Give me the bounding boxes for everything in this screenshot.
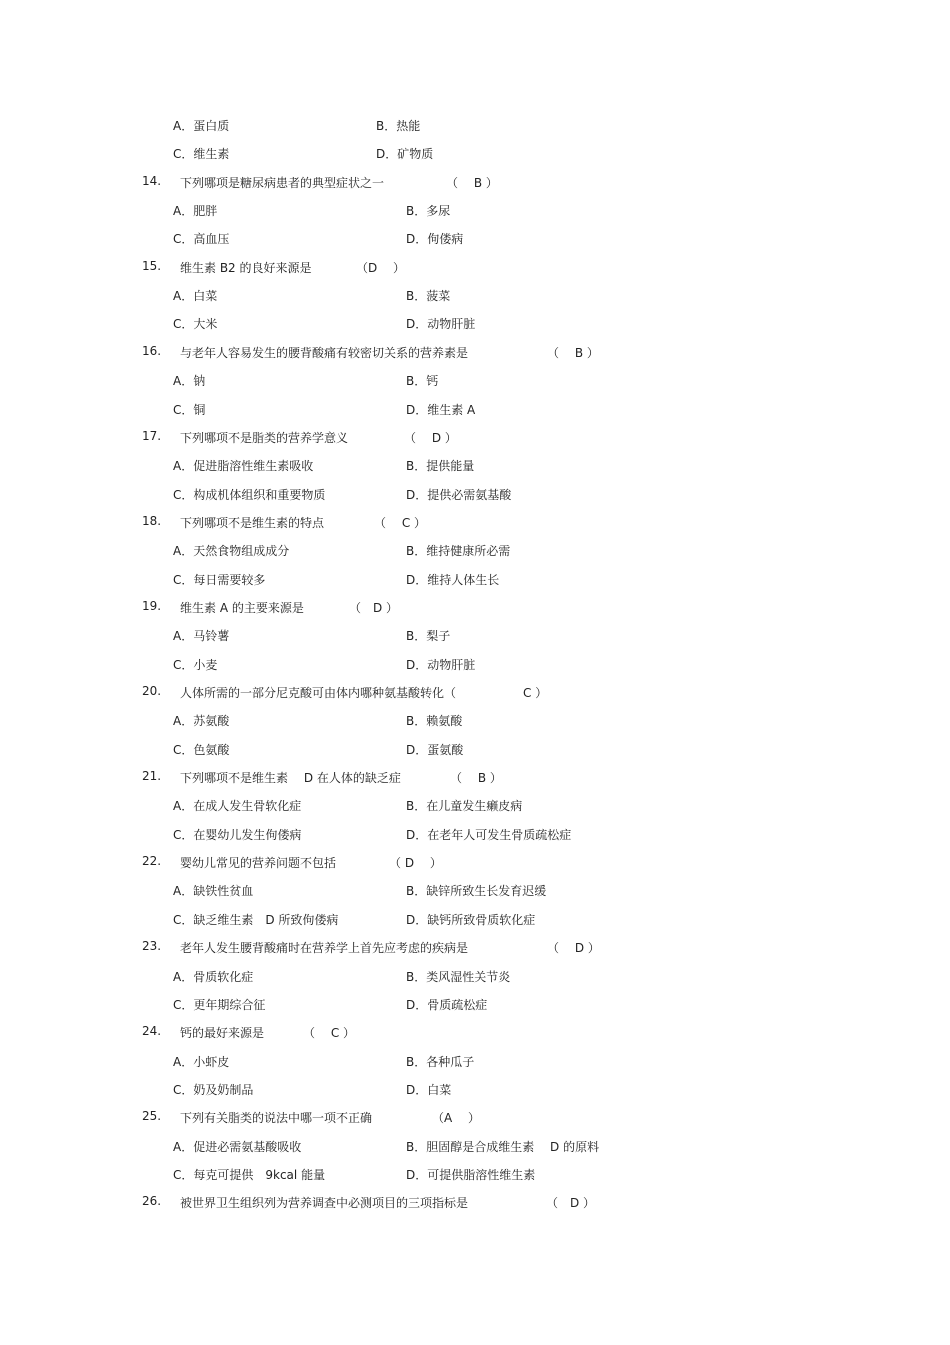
option-right: D．蛋氨酸: [406, 742, 464, 757]
option-left: A．肥胖: [173, 204, 218, 219]
answer-marker: （ D ）: [349, 600, 399, 615]
option-left: A．苏氨酸: [173, 714, 230, 729]
option-right: D．可提供脂溶性维生素: [406, 1167, 536, 1182]
option-left: C．每克可提供 9kcal 能量: [173, 1167, 326, 1182]
question-number: 25.: [142, 1109, 162, 1124]
option-right: D．提供必需氨基酸: [406, 487, 512, 502]
option-right: D．矿物质: [376, 147, 434, 162]
option-left: A．天然食物组成成分: [173, 544, 290, 559]
answer-marker: （ C ）: [374, 515, 427, 530]
question-text: 钙的最好来源是: [180, 1026, 265, 1041]
option-left: C．奶及奶制品: [173, 1082, 254, 1097]
option-right: B．钙: [406, 374, 439, 389]
option-right: D．动物肝脏: [406, 317, 476, 332]
option-left: C．高血压: [173, 232, 230, 247]
option-right: B．多尿: [406, 204, 451, 219]
question-text: 下列哪项不是维生素的特点: [180, 515, 325, 530]
option-right: B．缺锌所致生长发育迟缓: [406, 884, 547, 899]
question-number: 23.: [142, 939, 162, 954]
question-number: 14.: [142, 173, 162, 188]
option-right: B．提供能量: [406, 459, 475, 474]
option-left: C．维生素: [173, 147, 230, 162]
option-left: C．构成机体组织和重要物质: [173, 487, 326, 502]
answer-marker: （ D ）: [546, 1196, 596, 1211]
answer-marker: （ C ）: [303, 1026, 356, 1041]
option-left: C．缺乏维生素 D 所致佝偻病: [173, 912, 339, 927]
option-left: A．缺铁性贫血: [173, 884, 254, 899]
answer-marker: （ D ）: [389, 856, 442, 871]
question-text: 下列哪项不是脂类的营养学意义: [180, 430, 349, 445]
option-left: A．在成人发生骨软化症: [173, 799, 302, 814]
question-number: 15.: [142, 258, 162, 273]
option-right: D．白菜: [406, 1082, 452, 1097]
question-number: 17.: [142, 428, 162, 443]
answer-marker: （D ）: [356, 260, 406, 275]
option-right: D．在老年人可发生骨质疏松症: [406, 827, 572, 842]
question-number: 21.: [142, 769, 162, 784]
question-number: 19.: [142, 598, 162, 613]
question-text: 下列哪项是糖尿病患者的典型症状之一: [180, 175, 385, 190]
option-right: D．骨质疏松症: [406, 997, 488, 1012]
option-right: D．维持人体生长: [406, 572, 500, 587]
option-left: A．蛋白质: [173, 119, 230, 133]
option-left: A．钠: [173, 374, 206, 389]
question-text: 与老年人容易发生的腰背酸痛有较密切关系的营养素是: [180, 345, 469, 360]
question-text: 下列有关脂类的说法中哪一项不正确: [180, 1111, 373, 1126]
question-number: 24.: [142, 1024, 162, 1039]
question-text: 维生素 A 的主要来源是: [180, 600, 304, 615]
question-text: 老年人发生腰背酸痛时在营养学上首先应考虑的疾病是: [180, 941, 469, 956]
option-left: C．大米: [173, 317, 218, 332]
question-text: 下列哪项不是维生素 D 在人体的缺乏症: [180, 771, 401, 786]
option-right: B．热能: [376, 119, 421, 133]
question-number: 22.: [142, 854, 162, 869]
option-left: C．更年期综合征: [173, 997, 266, 1012]
option-right: B．类风湿性关节炎: [406, 969, 511, 984]
question-text: 维生素 B2 的良好来源是: [180, 260, 312, 275]
option-left: A．骨质软化症: [173, 969, 254, 984]
option-right: B．胆固醇是合成维生素 D 的原料: [406, 1139, 600, 1154]
answer-marker: （ B ）: [446, 175, 498, 190]
option-left: C．每日需要较多: [173, 572, 266, 587]
question-text: 人体所需的一部分尼克酸可由体内哪种氨基酸转化（: [180, 686, 457, 700]
option-right: B．维持健康所必需: [406, 544, 511, 559]
option-left: A．白菜: [173, 289, 218, 304]
question-text: 婴幼儿常见的营养问题不包括: [180, 856, 337, 871]
option-left: A．促进必需氨基酸吸收: [173, 1139, 302, 1154]
option-left: C．铜: [173, 402, 206, 417]
answer-marker: （ B ）: [547, 345, 599, 360]
option-right: B．菠菜: [406, 289, 451, 304]
question-number: 16.: [142, 343, 162, 358]
option-right: B．梨子: [406, 629, 451, 644]
answer-marker: （A ）: [432, 1111, 481, 1126]
option-left: A．马铃薯: [173, 629, 230, 644]
answer-marker: （ D ）: [404, 430, 457, 445]
option-right: D．动物肝脏: [406, 657, 476, 672]
option-left: A．小虾皮: [173, 1054, 230, 1069]
answer-marker: （ B ）: [450, 771, 502, 786]
option-right: B．在儿童发生癞皮病: [406, 799, 523, 814]
option-left: C．小麦: [173, 657, 218, 672]
option-right: D．缺钙所致骨质软化症: [406, 912, 536, 927]
option-left: C．在婴幼儿发生佝偻病: [173, 827, 302, 842]
question-text: 被世界卫生组织列为营养调查中必测项目的三项指标是: [180, 1196, 469, 1211]
answer-marker: C ）: [523, 686, 548, 700]
answer-marker: （ D ）: [547, 941, 600, 956]
option-right: D．维生素 A: [406, 402, 476, 417]
option-right: B．各种瓜子: [406, 1054, 475, 1069]
option-right: B．赖氨酸: [406, 714, 463, 729]
question-number: 18.: [142, 513, 162, 528]
question-number: 26.: [142, 1194, 162, 1209]
option-left: C．色氨酸: [173, 742, 230, 757]
option-left: A．促进脂溶性维生素吸收: [173, 459, 314, 474]
option-right: D．佝偻病: [406, 232, 464, 247]
question-number: 20.: [142, 684, 162, 698]
